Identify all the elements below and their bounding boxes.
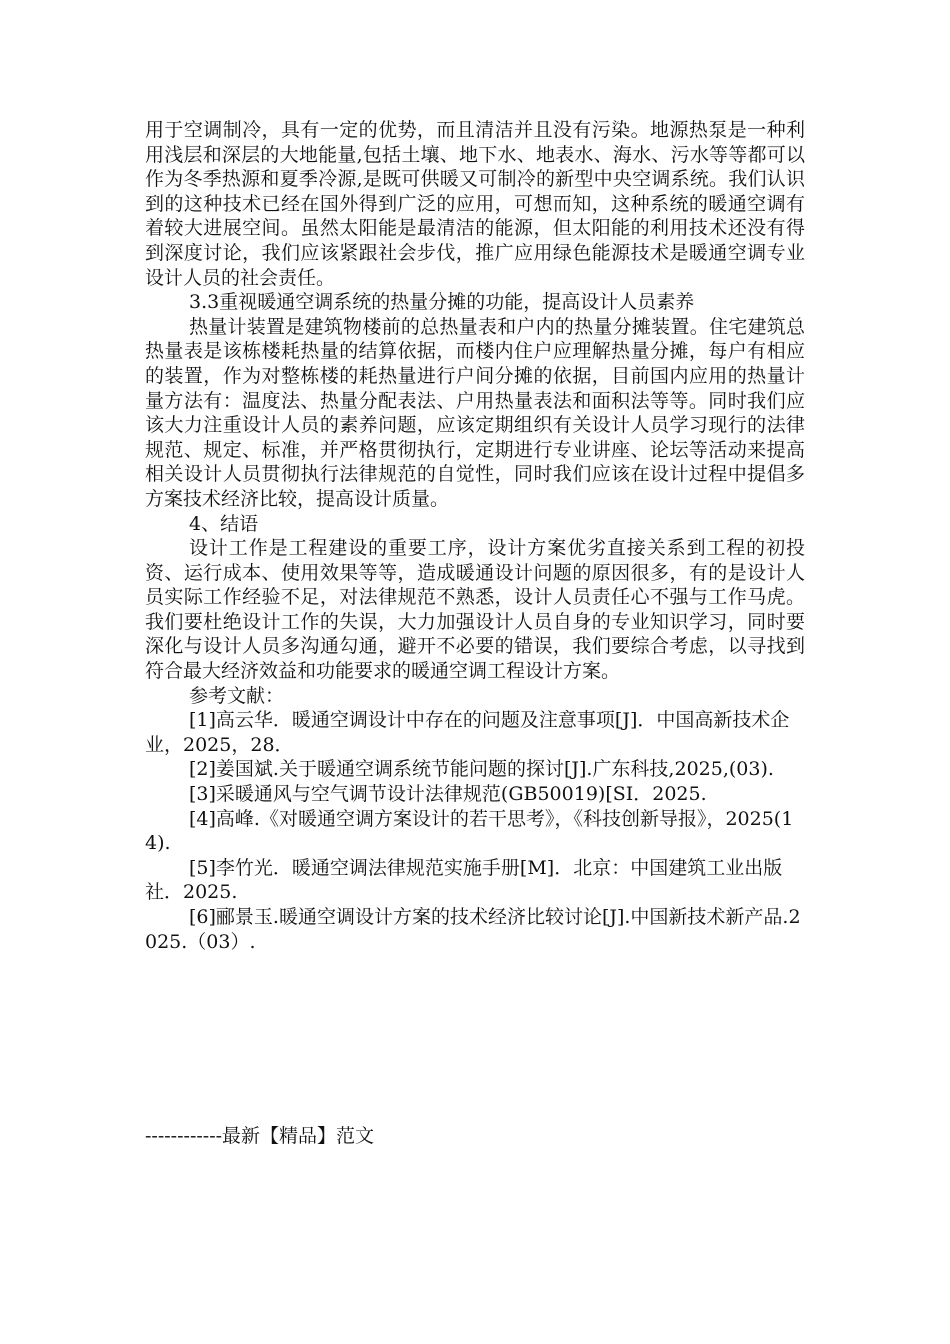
- reference-item-6: [6]郦景玉.暖通空调设计方案的技术经济比较讨论[J].中国新技术新产品.2025.（03）.: [145, 906, 801, 953]
- footer-label: ------------最新【精品】范文: [145, 1125, 375, 1147]
- document-body: [145, 118, 805, 954]
- paragraph-geothermal: 用于空调制冷，具有一定的优势，而且清洁并且没有污染。地源热泵是一种利用浅层和深层的大地能量,包括土壤、地下水、地表水、海水、污水等等都可以作为冬季热源和夏季冷源,是既可供暖又可制冷的新型中央空调系统。我们认识到的这种技术已经在国外得到广泛的应用，可想而知，这种系统的暖通空调有着较大进展空间。虽然太阳能是最清洁的能源，但太阳能的利用技术还没有得到深度讨论，我们应该紧跟社会步伐，推广应用绿色能源技术是暖通空调专业设计人员的社会责任。: [145, 119, 805, 289]
- paragraph-conclusion: 设计工作是工程建设的重要工序，设计方案优劣直接关系到工程的初投资、运行成本、使用效果等等，造成暖通设计问题的原因很多，有的是设计人员实际工作经验不足，对法律规范不熟悉，设计人员责任心不强与工作马虎。我们要杜绝设计工作的失误，大力加强设计人员自身的专业知识学习，同时要深化与设计人员多沟通勾通，避开不必要的错误，我们要综合考虑，以寻找到符合最大经济效益和功能要求的暖通空调工程设计方案。: [145, 537, 805, 683]
- reference-item-2: [2]姜国斌.关于暖通空调系统节能问题的探讨[J].广东科技,2025,(03).: [189, 758, 774, 781]
- section-heading-conclusion: 4、结语: [189, 512, 259, 535]
- reference-item-1: [1]高云华．暖通空调设计中存在的问题及注意事项[J]．中国高新技术企业，2025，28．: [145, 709, 790, 756]
- reference-item-5: [5]李竹光．暖通空调法律规范实施手册[M]．北京：中国建筑工业出版社．2025.: [145, 856, 783, 904]
- section-heading-3-3: 3.3重视暖通空调系统的热量分摊的功能，提高设计人员素养: [189, 291, 695, 314]
- reference-item-3: [3]采暖通风与空气调节设计法律规范(GB50019)[SI．2025.: [189, 783, 707, 806]
- references-title: 参考文献：: [189, 684, 285, 707]
- reference-item-4: [4]高峰.《对暖通空调方案设计的若干思考》，《科技创新导报》，2025(14).: [145, 807, 794, 855]
- paragraph-heat-metering: 热量计装置是建筑物楼前的总热量表和户内的热量分摊装置。住宅建筑总热量表是该栋楼耗热量的结算依据，而楼内住户应理解热量分摊，每户有相应的装置，作为对整栋楼的耗热量进行户间分摊的依据，目前国内应用的热量计量方法有：温度法、热量分配表法、户用热量表法和面积法等等。同时我们应该大力注重设计人员的素养问题，应该定期组织有关设计人员学习现行的法律规范、规定、标准，并严格贯彻执行，定期进行专业讲座、论坛等活动来提高相关设计人员贯彻执行法律规范的自觉性，同时我们应该在设计过程中提倡多方案技术经济比较，提高设计质量。: [145, 315, 805, 510]
